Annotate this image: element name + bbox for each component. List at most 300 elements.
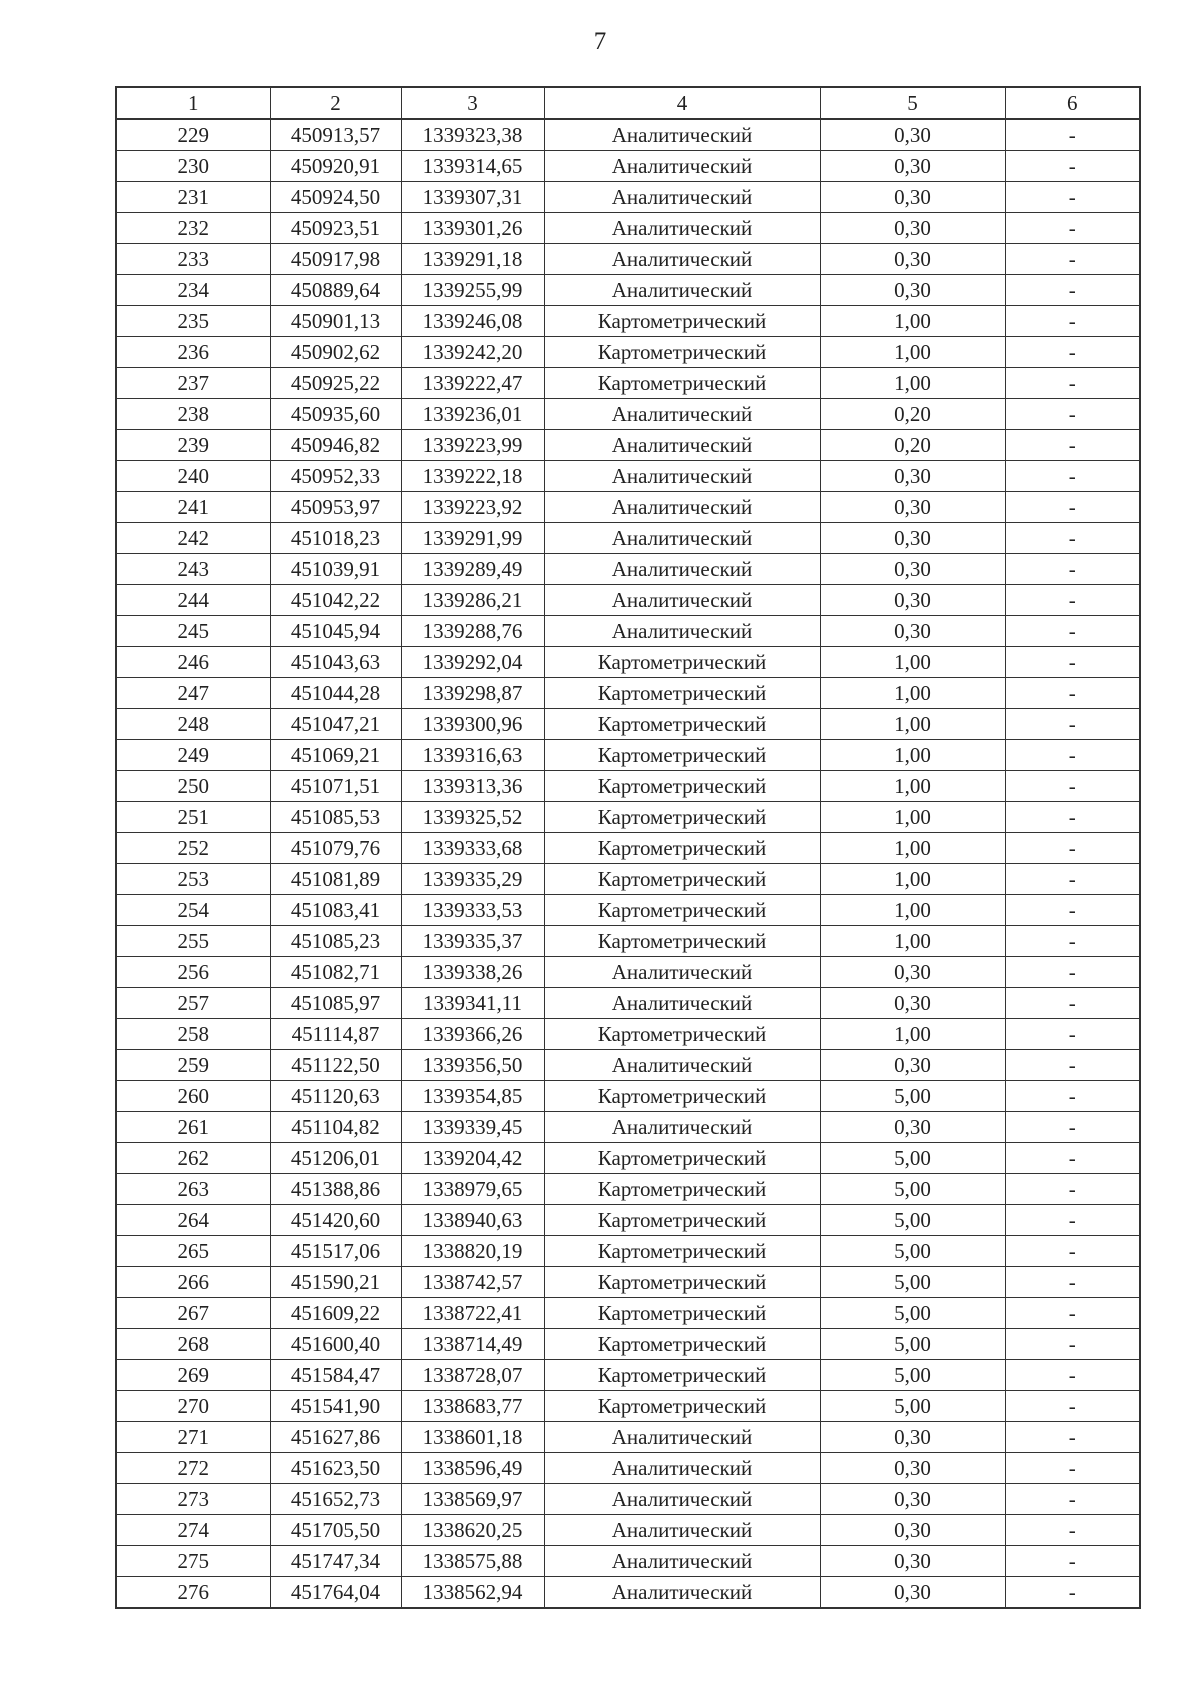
note-cell: - [1005, 1484, 1140, 1515]
method-cell: Аналитический [544, 430, 820, 461]
note-cell: - [1005, 554, 1140, 585]
table-row [116, 399, 1140, 430]
point-number-cell: 271 [116, 1422, 270, 1453]
note-cell: - [1005, 151, 1140, 182]
method-cell: Аналитический [544, 616, 820, 647]
column-header-6: 6 [1005, 87, 1140, 119]
table-row [116, 1267, 1140, 1298]
note-cell: - [1005, 1019, 1140, 1050]
point-number-cell: 276 [116, 1577, 270, 1609]
method-cell: Картометрический [544, 864, 820, 895]
y-coordinate-cell: 1339354,85 [401, 1081, 544, 1112]
coordinates-table [115, 86, 1141, 1609]
method-cell: Аналитический [544, 988, 820, 1019]
table-row [116, 1112, 1140, 1143]
table-row [116, 151, 1140, 182]
accuracy-cell: 0,30 [820, 1050, 1005, 1081]
y-coordinate-cell: 1338620,25 [401, 1515, 544, 1546]
note-cell: - [1005, 1546, 1140, 1577]
method-cell: Картометрический [544, 1174, 820, 1205]
accuracy-cell: 1,00 [820, 368, 1005, 399]
method-cell: Аналитический [544, 1515, 820, 1546]
table-row [116, 1484, 1140, 1515]
method-cell: Картометрический [544, 926, 820, 957]
accuracy-cell: 1,00 [820, 678, 1005, 709]
note-cell: - [1005, 1205, 1140, 1236]
note-cell: - [1005, 1143, 1140, 1174]
accuracy-cell: 0,30 [820, 213, 1005, 244]
y-coordinate-cell: 1339341,11 [401, 988, 544, 1019]
accuracy-cell: 5,00 [820, 1391, 1005, 1422]
accuracy-cell: 5,00 [820, 1081, 1005, 1112]
accuracy-cell: 1,00 [820, 771, 1005, 802]
accuracy-cell: 0,30 [820, 1546, 1005, 1577]
x-coordinate-cell: 451388,86 [270, 1174, 401, 1205]
column-header-5: 5 [820, 87, 1005, 119]
method-cell: Картометрический [544, 368, 820, 399]
note-cell: - [1005, 1050, 1140, 1081]
table-row [116, 1515, 1140, 1546]
note-cell: - [1005, 1267, 1140, 1298]
note-cell: - [1005, 771, 1140, 802]
point-number-cell: 272 [116, 1453, 270, 1484]
point-number-cell: 274 [116, 1515, 270, 1546]
note-cell: - [1005, 1236, 1140, 1267]
table-row [116, 1360, 1140, 1391]
x-coordinate-cell: 451085,23 [270, 926, 401, 957]
accuracy-cell: 5,00 [820, 1174, 1005, 1205]
table-row [116, 275, 1140, 306]
point-number-cell: 273 [116, 1484, 270, 1515]
note-cell: - [1005, 1174, 1140, 1205]
accuracy-cell: 1,00 [820, 1019, 1005, 1050]
note-cell: - [1005, 1081, 1140, 1112]
x-coordinate-cell: 451590,21 [270, 1267, 401, 1298]
y-coordinate-cell: 1339292,04 [401, 647, 544, 678]
y-coordinate-cell: 1339339,45 [401, 1112, 544, 1143]
y-coordinate-cell: 1339223,99 [401, 430, 544, 461]
table-row [116, 306, 1140, 337]
y-coordinate-cell: 1338569,97 [401, 1484, 544, 1515]
accuracy-cell: 0,30 [820, 554, 1005, 585]
table-row [116, 1577, 1140, 1609]
method-cell: Аналитический [544, 213, 820, 244]
x-coordinate-cell: 451085,53 [270, 802, 401, 833]
x-coordinate-cell: 451085,97 [270, 988, 401, 1019]
x-coordinate-cell: 450917,98 [270, 244, 401, 275]
table-row [116, 1546, 1140, 1577]
x-coordinate-cell: 451120,63 [270, 1081, 401, 1112]
point-number-cell: 246 [116, 647, 270, 678]
note-cell: - [1005, 275, 1140, 306]
point-number-cell: 251 [116, 802, 270, 833]
note-cell: - [1005, 864, 1140, 895]
y-coordinate-cell: 1339335,29 [401, 864, 544, 895]
table-row [116, 740, 1140, 771]
table-row [116, 492, 1140, 523]
method-cell: Аналитический [544, 1112, 820, 1143]
point-number-cell: 232 [116, 213, 270, 244]
point-number-cell: 233 [116, 244, 270, 275]
x-coordinate-cell: 451764,04 [270, 1577, 401, 1609]
point-number-cell: 249 [116, 740, 270, 771]
accuracy-cell: 0,30 [820, 988, 1005, 1019]
point-number-cell: 229 [116, 119, 270, 151]
y-coordinate-cell: 1339222,18 [401, 461, 544, 492]
point-number-cell: 261 [116, 1112, 270, 1143]
y-coordinate-cell: 1339314,65 [401, 151, 544, 182]
note-cell: - [1005, 1298, 1140, 1329]
y-coordinate-cell: 1339323,38 [401, 119, 544, 151]
point-number-cell: 255 [116, 926, 270, 957]
y-coordinate-cell: 1339204,42 [401, 1143, 544, 1174]
note-cell: - [1005, 1329, 1140, 1360]
accuracy-cell: 5,00 [820, 1205, 1005, 1236]
x-coordinate-cell: 451104,82 [270, 1112, 401, 1143]
accuracy-cell: 1,00 [820, 926, 1005, 957]
note-cell: - [1005, 709, 1140, 740]
y-coordinate-cell: 1338596,49 [401, 1453, 544, 1484]
note-cell: - [1005, 1360, 1140, 1391]
method-cell: Аналитический [544, 1546, 820, 1577]
point-number-cell: 234 [116, 275, 270, 306]
table-row [116, 244, 1140, 275]
note-cell: - [1005, 368, 1140, 399]
point-number-cell: 252 [116, 833, 270, 864]
y-coordinate-cell: 1339300,96 [401, 709, 544, 740]
table-row [116, 1329, 1140, 1360]
point-number-cell: 270 [116, 1391, 270, 1422]
point-number-cell: 275 [116, 1546, 270, 1577]
accuracy-cell: 0,30 [820, 1515, 1005, 1546]
table-row [116, 957, 1140, 988]
method-cell: Картометрический [544, 1236, 820, 1267]
table-row [116, 368, 1140, 399]
point-number-cell: 242 [116, 523, 270, 554]
y-coordinate-cell: 1338575,88 [401, 1546, 544, 1577]
accuracy-cell: 1,00 [820, 709, 1005, 740]
table-header [116, 87, 1140, 119]
point-number-cell: 236 [116, 337, 270, 368]
note-cell: - [1005, 585, 1140, 616]
method-cell: Аналитический [544, 1422, 820, 1453]
method-cell: Картометрический [544, 1298, 820, 1329]
accuracy-cell: 5,00 [820, 1267, 1005, 1298]
method-cell: Картометрический [544, 1205, 820, 1236]
accuracy-cell: 1,00 [820, 306, 1005, 337]
x-coordinate-cell: 451627,86 [270, 1422, 401, 1453]
x-coordinate-cell: 451122,50 [270, 1050, 401, 1081]
table-row [116, 988, 1140, 1019]
note-cell: - [1005, 182, 1140, 213]
y-coordinate-cell: 1339356,50 [401, 1050, 544, 1081]
method-cell: Картометрический [544, 709, 820, 740]
y-coordinate-cell: 1338742,57 [401, 1267, 544, 1298]
accuracy-cell: 1,00 [820, 895, 1005, 926]
note-cell: - [1005, 1422, 1140, 1453]
note-cell: - [1005, 926, 1140, 957]
y-coordinate-cell: 1339325,52 [401, 802, 544, 833]
note-cell: - [1005, 213, 1140, 244]
accuracy-cell: 0,30 [820, 182, 1005, 213]
point-number-cell: 262 [116, 1143, 270, 1174]
y-coordinate-cell: 1339291,99 [401, 523, 544, 554]
point-number-cell: 238 [116, 399, 270, 430]
note-cell: - [1005, 461, 1140, 492]
table-row [116, 1236, 1140, 1267]
x-coordinate-cell: 451609,22 [270, 1298, 401, 1329]
note-cell: - [1005, 430, 1140, 461]
page-number: 7 [593, 28, 607, 55]
x-coordinate-cell: 451081,89 [270, 864, 401, 895]
table-row [116, 182, 1140, 213]
method-cell: Аналитический [544, 957, 820, 988]
table-row [116, 833, 1140, 864]
accuracy-cell: 0,30 [820, 1422, 1005, 1453]
method-cell: Аналитический [544, 461, 820, 492]
x-coordinate-cell: 451043,63 [270, 647, 401, 678]
note-cell: - [1005, 647, 1140, 678]
table-row [116, 678, 1140, 709]
method-cell: Картометрический [544, 1360, 820, 1391]
accuracy-cell: 1,00 [820, 802, 1005, 833]
note-cell: - [1005, 399, 1140, 430]
table-row [116, 523, 1140, 554]
x-coordinate-cell: 451623,50 [270, 1453, 401, 1484]
x-coordinate-cell: 450902,62 [270, 337, 401, 368]
table-row [116, 647, 1140, 678]
method-cell: Аналитический [544, 244, 820, 275]
table-row [116, 771, 1140, 802]
y-coordinate-cell: 1338714,49 [401, 1329, 544, 1360]
accuracy-cell: 5,00 [820, 1329, 1005, 1360]
x-coordinate-cell: 451206,01 [270, 1143, 401, 1174]
point-number-cell: 240 [116, 461, 270, 492]
note-cell: - [1005, 740, 1140, 771]
y-coordinate-cell: 1338820,19 [401, 1236, 544, 1267]
x-coordinate-cell: 450913,57 [270, 119, 401, 151]
note-cell: - [1005, 1515, 1140, 1546]
y-coordinate-cell: 1339289,49 [401, 554, 544, 585]
table-row [116, 1081, 1140, 1112]
y-coordinate-cell: 1338728,07 [401, 1360, 544, 1391]
table-row [116, 802, 1140, 833]
table-row [116, 895, 1140, 926]
y-coordinate-cell: 1339255,99 [401, 275, 544, 306]
accuracy-cell: 0,30 [820, 492, 1005, 523]
accuracy-cell: 0,30 [820, 119, 1005, 151]
method-cell: Аналитический [544, 523, 820, 554]
method-cell: Картометрический [544, 678, 820, 709]
x-coordinate-cell: 450901,13 [270, 306, 401, 337]
y-coordinate-cell: 1339236,01 [401, 399, 544, 430]
y-coordinate-cell: 1338683,77 [401, 1391, 544, 1422]
x-coordinate-cell: 451705,50 [270, 1515, 401, 1546]
accuracy-cell: 0,30 [820, 616, 1005, 647]
x-coordinate-cell: 450946,82 [270, 430, 401, 461]
table-row [116, 709, 1140, 740]
method-cell: Аналитический [544, 492, 820, 523]
y-coordinate-cell: 1339338,26 [401, 957, 544, 988]
method-cell: Аналитический [544, 399, 820, 430]
note-cell: - [1005, 1391, 1140, 1422]
y-coordinate-cell: 1339222,47 [401, 368, 544, 399]
y-coordinate-cell: 1339333,53 [401, 895, 544, 926]
x-coordinate-cell: 451652,73 [270, 1484, 401, 1515]
accuracy-cell: 0,30 [820, 1484, 1005, 1515]
y-coordinate-cell: 1339246,08 [401, 306, 544, 337]
table-row [116, 554, 1140, 585]
y-coordinate-cell: 1338979,65 [401, 1174, 544, 1205]
method-cell: Аналитический [544, 585, 820, 616]
accuracy-cell: 1,00 [820, 864, 1005, 895]
y-coordinate-cell: 1339298,87 [401, 678, 544, 709]
point-number-cell: 263 [116, 1174, 270, 1205]
x-coordinate-cell: 450952,33 [270, 461, 401, 492]
point-number-cell: 231 [116, 182, 270, 213]
x-coordinate-cell: 450935,60 [270, 399, 401, 430]
point-number-cell: 241 [116, 492, 270, 523]
point-number-cell: 265 [116, 1236, 270, 1267]
table-row [116, 461, 1140, 492]
accuracy-cell: 0,30 [820, 1453, 1005, 1484]
y-coordinate-cell: 1339288,76 [401, 616, 544, 647]
note-cell: - [1005, 988, 1140, 1019]
y-coordinate-cell: 1339242,20 [401, 337, 544, 368]
method-cell: Аналитический [544, 554, 820, 585]
note-cell: - [1005, 1577, 1140, 1609]
table-row [116, 1391, 1140, 1422]
y-coordinate-cell: 1338601,18 [401, 1422, 544, 1453]
accuracy-cell: 1,00 [820, 833, 1005, 864]
accuracy-cell: 5,00 [820, 1236, 1005, 1267]
x-coordinate-cell: 451541,90 [270, 1391, 401, 1422]
point-number-cell: 268 [116, 1329, 270, 1360]
accuracy-cell: 0,30 [820, 275, 1005, 306]
method-cell: Картометрический [544, 1329, 820, 1360]
x-coordinate-cell: 450923,51 [270, 213, 401, 244]
method-cell: Картометрический [544, 740, 820, 771]
x-coordinate-cell: 451420,60 [270, 1205, 401, 1236]
accuracy-cell: 0,30 [820, 585, 1005, 616]
x-coordinate-cell: 450925,22 [270, 368, 401, 399]
method-cell: Аналитический [544, 151, 820, 182]
y-coordinate-cell: 1338562,94 [401, 1577, 544, 1609]
table-row [116, 337, 1140, 368]
point-number-cell: 264 [116, 1205, 270, 1236]
accuracy-cell: 0,30 [820, 151, 1005, 182]
point-number-cell: 258 [116, 1019, 270, 1050]
accuracy-cell: 1,00 [820, 740, 1005, 771]
method-cell: Картометрический [544, 1267, 820, 1298]
note-cell: - [1005, 802, 1140, 833]
y-coordinate-cell: 1339366,26 [401, 1019, 544, 1050]
table-row [116, 1205, 1140, 1236]
x-coordinate-cell: 451083,41 [270, 895, 401, 926]
note-cell: - [1005, 119, 1140, 151]
table-row [116, 1143, 1140, 1174]
accuracy-cell: 1,00 [820, 647, 1005, 678]
point-number-cell: 257 [116, 988, 270, 1019]
method-cell: Картометрический [544, 647, 820, 678]
table-row [116, 1298, 1140, 1329]
x-coordinate-cell: 451047,21 [270, 709, 401, 740]
y-coordinate-cell: 1338722,41 [401, 1298, 544, 1329]
x-coordinate-cell: 451039,91 [270, 554, 401, 585]
table-row [116, 213, 1140, 244]
column-header-2: 2 [270, 87, 401, 119]
accuracy-cell: 5,00 [820, 1143, 1005, 1174]
point-number-cell: 247 [116, 678, 270, 709]
point-number-cell: 230 [116, 151, 270, 182]
table-row [116, 430, 1140, 461]
method-cell: Аналитический [544, 275, 820, 306]
table-header-row [116, 87, 1140, 119]
note-cell: - [1005, 616, 1140, 647]
point-number-cell: 254 [116, 895, 270, 926]
point-number-cell: 259 [116, 1050, 270, 1081]
x-coordinate-cell: 451517,06 [270, 1236, 401, 1267]
point-number-cell: 237 [116, 368, 270, 399]
table-row [116, 119, 1140, 151]
method-cell: Аналитический [544, 119, 820, 151]
method-cell: Картометрический [544, 833, 820, 864]
table-row [116, 616, 1140, 647]
x-coordinate-cell: 451747,34 [270, 1546, 401, 1577]
accuracy-cell: 5,00 [820, 1298, 1005, 1329]
method-cell: Картометрический [544, 895, 820, 926]
x-coordinate-cell: 450924,50 [270, 182, 401, 213]
x-coordinate-cell: 451018,23 [270, 523, 401, 554]
accuracy-cell: 0,30 [820, 461, 1005, 492]
accuracy-cell: 5,00 [820, 1360, 1005, 1391]
method-cell: Картометрический [544, 771, 820, 802]
method-cell: Картометрический [544, 802, 820, 833]
point-number-cell: 269 [116, 1360, 270, 1391]
note-cell: - [1005, 1112, 1140, 1143]
x-coordinate-cell: 451600,40 [270, 1329, 401, 1360]
table-row [116, 1050, 1140, 1081]
table-row [116, 1174, 1140, 1205]
x-coordinate-cell: 451042,22 [270, 585, 401, 616]
x-coordinate-cell: 450889,64 [270, 275, 401, 306]
note-cell: - [1005, 1453, 1140, 1484]
method-cell: Аналитический [544, 1484, 820, 1515]
column-header-3: 3 [401, 87, 544, 119]
note-cell: - [1005, 337, 1140, 368]
table-row [116, 585, 1140, 616]
note-cell: - [1005, 244, 1140, 275]
accuracy-cell: 0,30 [820, 523, 1005, 554]
point-number-cell: 235 [116, 306, 270, 337]
x-coordinate-cell: 450920,91 [270, 151, 401, 182]
point-number-cell: 266 [116, 1267, 270, 1298]
x-coordinate-cell: 451584,47 [270, 1360, 401, 1391]
table-row [116, 1422, 1140, 1453]
accuracy-cell: 0,20 [820, 430, 1005, 461]
x-coordinate-cell: 451082,71 [270, 957, 401, 988]
note-cell: - [1005, 895, 1140, 926]
table-body [116, 119, 1140, 1608]
x-coordinate-cell: 451071,51 [270, 771, 401, 802]
method-cell: Аналитический [544, 1453, 820, 1484]
column-header-1: 1 [116, 87, 270, 119]
method-cell: Картометрический [544, 337, 820, 368]
y-coordinate-cell: 1338940,63 [401, 1205, 544, 1236]
y-coordinate-cell: 1339286,21 [401, 585, 544, 616]
note-cell: - [1005, 523, 1140, 554]
y-coordinate-cell: 1339335,37 [401, 926, 544, 957]
